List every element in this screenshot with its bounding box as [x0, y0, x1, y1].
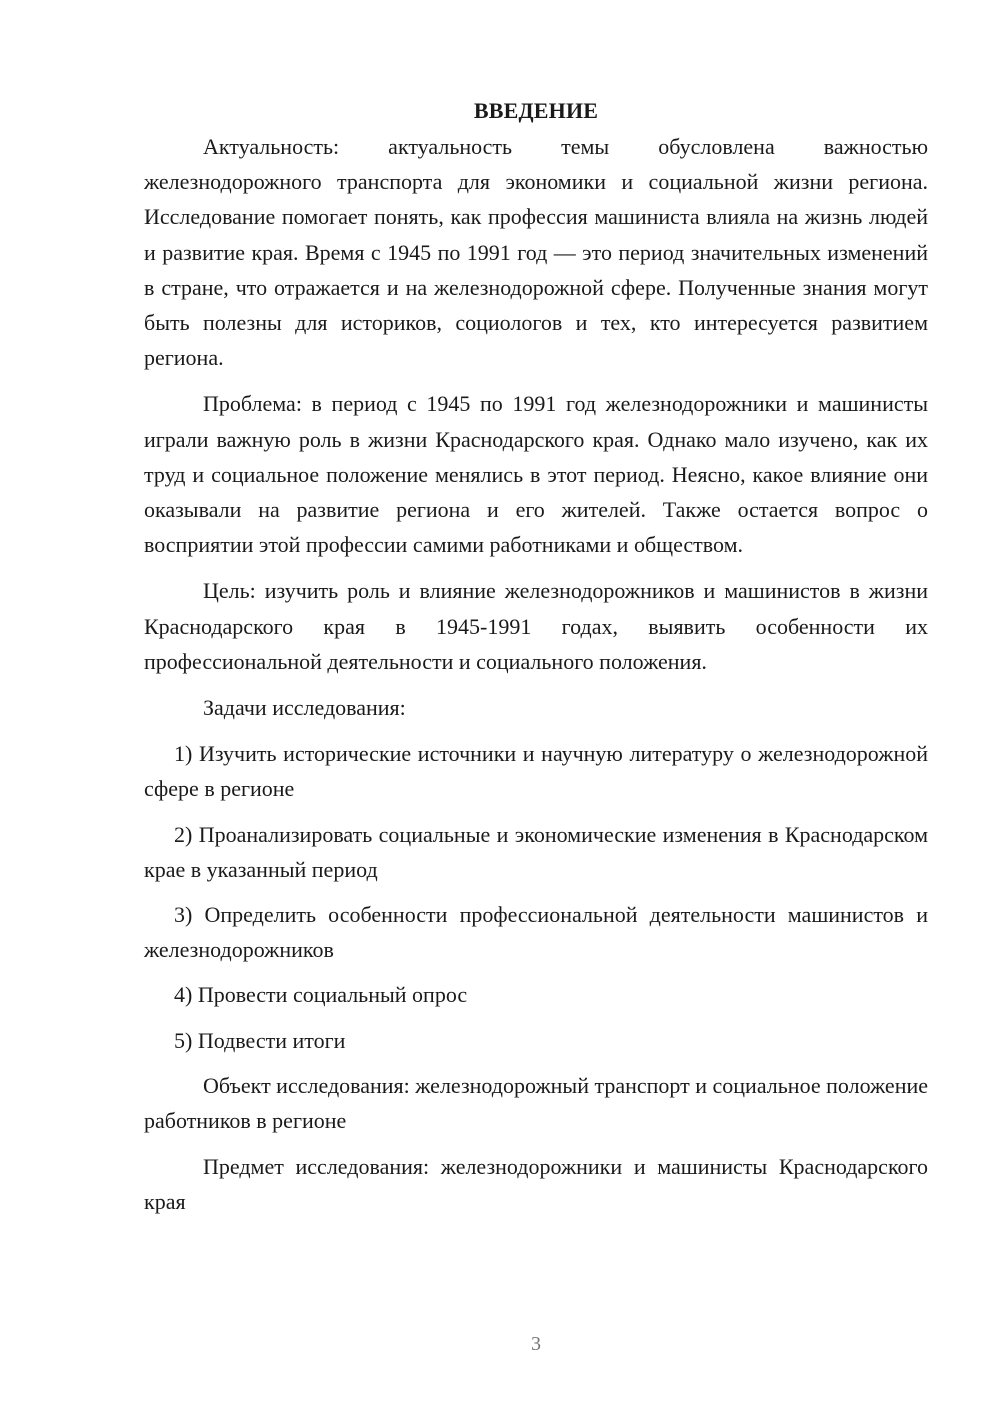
task-item-3: 3) Определить особенности профессиональной деятельности машинистов и железнодорожников — [144, 902, 928, 963]
task-item-1: 1) Изучить исторические источники и научную литературу о железнодорожной сфере в регионе — [144, 741, 928, 802]
task-item-2: 2) Проанализировать социальные и экономические изменения в Краснодарском крае в указанный период — [144, 821, 928, 882]
problem-paragraph: Проблема: в период с 1945 по 1991 год железнодорожники и машинисты играли важную роль в жизни Краснодарского края. Однако мало изучено, как их труд и социальное положение менялись в этот период. Неясно, какое влияние они оказывали на развитие региона и его жителей. Также остается вопрос о восприятии этой профессии самими работниками и обществом. — [144, 391, 928, 558]
relevance-paragraph: Актуальность: актуальность темы обусловлена важностью железнодорожного транспорта для экономики и социальной жизни региона. Исследование помогает понять, как профессия машиниста влияла на жизнь людей и развитие края. Время с 1945 по 1991 год — это период значительных изменений в стране, что отражается и на железнодорожной сфере. Полученные знания могут быть полезны для историков, социологов и тех, кто интересуется развитием региона. — [144, 134, 928, 371]
task-item-4: 4) Провести социальный опрос — [174, 982, 468, 1008]
goal-paragraph: Цель: изучить роль и влияние железнодорожников и машинистов в жизни Краснодарского края в 1945-1991 годах, выявить особенности их профессиональной деятельности и социального положения. — [144, 578, 928, 674]
subject-paragraph: Предмет исследования: железнодорожники и машинисты Краснодарского края — [144, 1154, 928, 1215]
page-title: ВВЕДЕНИЕ — [473, 98, 599, 123]
task-item-5: 5) Подвести итоги — [174, 1027, 346, 1053]
tasks-heading: Задачи исследования: — [203, 695, 406, 721]
document-page — [144, 96, 928, 1231]
page-number: 3 — [531, 1333, 541, 1355]
object-paragraph: Объект исследования: железнодорожный транспорт и социальное положение работников в регионе — [144, 1072, 929, 1134]
